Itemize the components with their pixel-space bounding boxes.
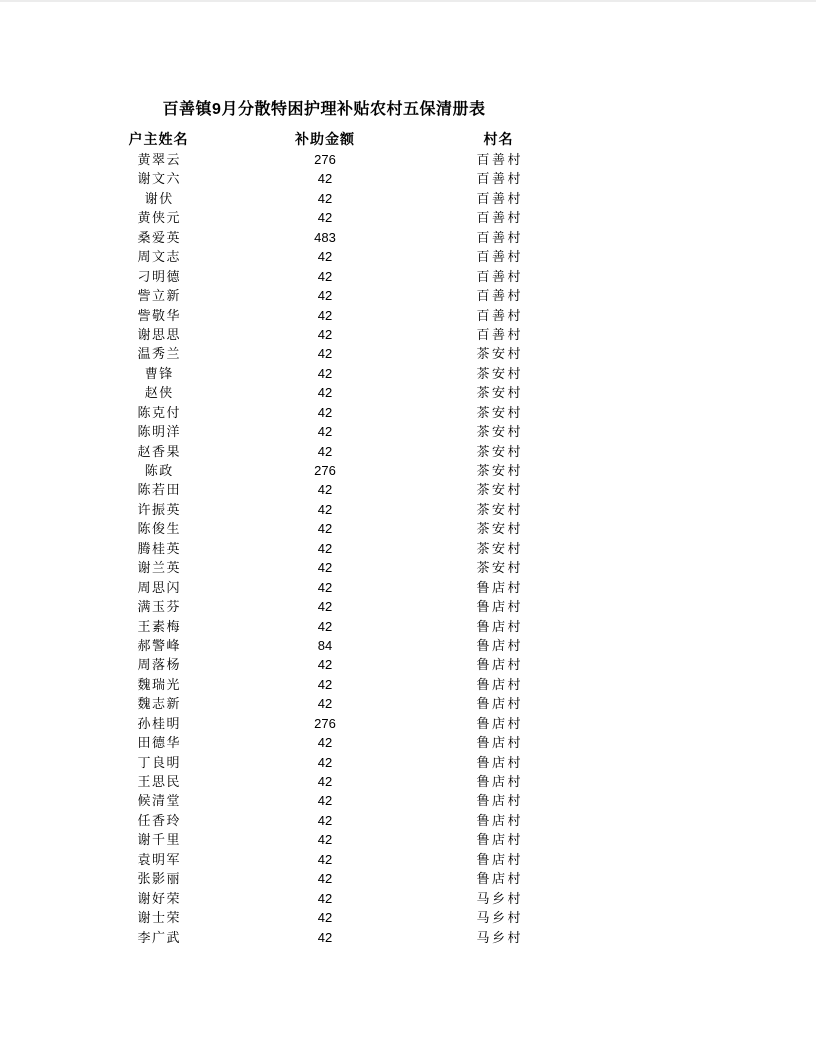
table-row [112,791,552,810]
table-row [112,655,552,674]
cell-household-name: 桑爱英 [137,229,181,245]
cell-household-name: 赵侠 [144,385,174,401]
cell-subsidy-amount: 42 [317,754,333,770]
table-row [112,169,552,188]
roster-table [112,128,552,947]
table-row [112,228,552,247]
cell-household-name: 陈若田 [137,482,181,498]
table-row [112,519,552,538]
cell-subsidy-amount: 42 [317,521,333,537]
cell-household-name: 陈克付 [137,404,181,420]
cell-household-name: 谢士荣 [137,910,181,926]
table-row [112,286,552,305]
table-row [112,539,552,558]
cell-household-name: 谢伏 [144,190,174,206]
cell-household-name: 周落杨 [137,657,181,673]
cell-village-name: 百善村 [476,171,523,187]
cell-subsidy-amount: 84 [317,637,333,653]
cell-household-name: 李广武 [137,929,181,945]
cell-village-name: 茶安村 [476,346,523,362]
page-title: 百善镇9月分散特困护理补贴农村五保清册表 [162,101,486,118]
cell-subsidy-amount: 42 [317,365,333,381]
cell-subsidy-amount: 42 [317,268,333,284]
cell-subsidy-amount: 42 [317,871,333,887]
table-row [112,344,552,363]
cell-village-name: 鲁店村 [476,851,523,867]
cell-household-name: 谢文六 [137,171,181,187]
table-row [112,325,552,344]
table-row [112,208,552,227]
table-row [112,403,552,422]
cell-household-name: 王思民 [137,774,181,789]
cell-village-name: 鲁店村 [476,696,523,712]
cell-subsidy-amount: 276 [314,152,336,167]
cell-subsidy-amount: 42 [317,288,333,304]
cell-household-name: 魏志新 [137,696,181,712]
cell-household-name: 曹锋 [144,365,174,381]
cell-subsidy-amount: 42 [317,385,333,401]
cell-village-name: 鲁店村 [476,599,523,615]
cell-subsidy-amount: 42 [317,501,333,517]
cell-household-name: 陈政 [144,463,174,478]
cell-village-name: 茶安村 [476,404,523,420]
table-row [112,150,552,169]
cell-subsidy-amount: 42 [317,735,333,751]
table-row [112,733,552,752]
cell-household-name: 陈明洋 [137,424,181,440]
table-row [112,928,552,947]
cell-subsidy-amount: 42 [317,832,333,848]
table-row [112,772,552,791]
table-row [112,830,552,849]
cell-subsidy-amount: 42 [317,424,333,440]
table-row [112,267,552,286]
cell-village-name: 马乡村 [476,929,523,945]
cell-village-name: 百善村 [476,190,523,206]
cell-household-name: 袁明军 [137,851,181,867]
cell-subsidy-amount: 42 [317,171,333,187]
table-row [112,442,552,461]
cell-subsidy-amount: 42 [317,346,333,362]
cell-subsidy-amount: 42 [317,774,333,789]
column-header-household-name: 户主姓名 [128,131,189,147]
table-row [112,675,552,694]
cell-household-name: 訾立新 [137,288,181,304]
cell-village-name: 鲁店村 [476,657,523,673]
table-row [112,694,552,713]
cell-household-name: 黄侠元 [137,210,181,226]
cell-subsidy-amount: 42 [317,326,333,342]
table-row [112,306,552,325]
cell-subsidy-amount: 42 [317,443,333,459]
cell-household-name: 田德华 [137,735,181,751]
cell-village-name: 鲁店村 [476,618,523,634]
cell-village-name: 百善村 [476,249,523,265]
cell-village-name: 茶安村 [476,560,523,576]
table-row [112,558,552,577]
cell-village-name: 鲁店村 [476,735,523,751]
cell-village-name: 百善村 [476,152,523,167]
cell-subsidy-amount: 42 [317,249,333,265]
cell-household-name: 郝警峰 [137,637,181,653]
table-row [112,422,552,441]
table-row [112,850,552,869]
cell-household-name: 刁明德 [137,268,181,284]
cell-subsidy-amount: 42 [317,560,333,576]
cell-household-name: 谢好荣 [137,890,181,906]
table-row [112,811,552,830]
table-row [112,636,552,655]
cell-village-name: 鲁店村 [476,754,523,770]
cell-household-name: 谢思思 [137,326,181,342]
cell-village-name: 马乡村 [476,910,523,926]
cell-subsidy-amount: 276 [314,715,336,731]
cell-household-name: 黄翠云 [137,152,181,167]
cell-household-name: 孙桂明 [137,715,181,731]
cell-household-name: 温秀兰 [137,346,181,362]
cell-subsidy-amount: 42 [317,190,333,206]
cell-household-name: 陈俊生 [137,521,181,537]
cell-village-name: 鲁店村 [476,774,523,789]
cell-village-name: 茶安村 [476,443,523,459]
cell-village-name: 百善村 [476,326,523,342]
cell-household-name: 赵香果 [137,443,181,459]
cell-household-name: 魏瑞光 [137,676,181,692]
cell-village-name: 百善村 [476,229,523,245]
cell-village-name: 百善村 [476,288,523,304]
cell-household-name: 周文志 [137,249,181,265]
cell-village-name: 茶安村 [476,501,523,517]
cell-subsidy-amount: 42 [317,696,333,712]
cell-household-name: 周思闪 [137,579,181,595]
cell-village-name: 茶安村 [476,385,523,401]
cell-subsidy-amount: 42 [317,851,333,867]
table-row [112,597,552,616]
column-header-village-name: 村名 [483,131,514,147]
cell-village-name: 鲁店村 [476,793,523,809]
table-row [112,500,552,519]
table-row [112,383,552,402]
cell-household-name: 候清堂 [137,793,181,809]
cell-village-name: 百善村 [476,268,523,284]
table-row [112,714,552,733]
cell-village-name: 鲁店村 [476,832,523,848]
cell-village-name: 鲁店村 [476,715,523,731]
cell-household-name: 丁良明 [137,754,181,770]
table-row [112,617,552,636]
table-row [112,480,552,499]
cell-subsidy-amount: 42 [317,482,333,498]
cell-village-name: 马乡村 [476,890,523,906]
table-row [112,461,552,480]
cell-household-name: 满玉芬 [137,599,181,615]
page-top-edge [0,0,816,2]
cell-household-name: 谢千里 [137,832,181,848]
cell-subsidy-amount: 42 [317,657,333,673]
table-row [112,578,552,597]
cell-village-name: 百善村 [476,210,523,226]
cell-village-name: 鲁店村 [476,579,523,595]
cell-household-name: 许振英 [137,501,181,517]
cell-village-name: 鲁店村 [476,812,523,828]
cell-subsidy-amount: 42 [317,210,333,226]
table-row [112,189,552,208]
cell-village-name: 茶安村 [476,365,523,381]
cell-subsidy-amount: 42 [317,579,333,595]
cell-subsidy-amount: 483 [314,229,336,245]
table-row [112,247,552,266]
column-header-subsidy-amount: 补助金额 [295,131,355,147]
cell-household-name: 腾桂英 [137,540,181,556]
cell-village-name: 鲁店村 [476,871,523,887]
cell-village-name: 茶安村 [476,521,523,537]
cell-subsidy-amount: 42 [317,929,333,945]
cell-subsidy-amount: 42 [317,599,333,615]
cell-subsidy-amount: 42 [317,910,333,926]
table-body [112,150,552,947]
cell-subsidy-amount: 42 [317,618,333,634]
cell-household-name: 张影丽 [137,871,181,887]
cell-subsidy-amount: 42 [317,793,333,809]
table-row [112,753,552,772]
cell-village-name: 百善村 [476,307,523,323]
cell-village-name: 茶安村 [476,463,523,478]
cell-subsidy-amount: 42 [317,676,333,692]
cell-village-name: 茶安村 [476,540,523,556]
table-header-row [112,128,552,150]
cell-subsidy-amount: 42 [317,812,333,828]
cell-household-name: 任香玲 [137,812,181,828]
cell-subsidy-amount: 276 [314,463,336,478]
table-row [112,908,552,927]
cell-village-name: 鲁店村 [476,637,523,653]
table-row [112,364,552,383]
cell-village-name: 鲁店村 [476,676,523,692]
cell-subsidy-amount: 42 [317,540,333,556]
table-row [112,889,552,908]
cell-household-name: 谢兰英 [137,560,181,576]
cell-subsidy-amount: 42 [317,890,333,906]
cell-household-name: 訾敬华 [137,307,181,323]
cell-subsidy-amount: 42 [317,404,333,420]
cell-household-name: 王素梅 [137,618,181,634]
cell-subsidy-amount: 42 [317,307,333,323]
table-row [112,869,552,888]
cell-village-name: 茶安村 [476,482,523,498]
cell-village-name: 茶安村 [476,424,523,440]
